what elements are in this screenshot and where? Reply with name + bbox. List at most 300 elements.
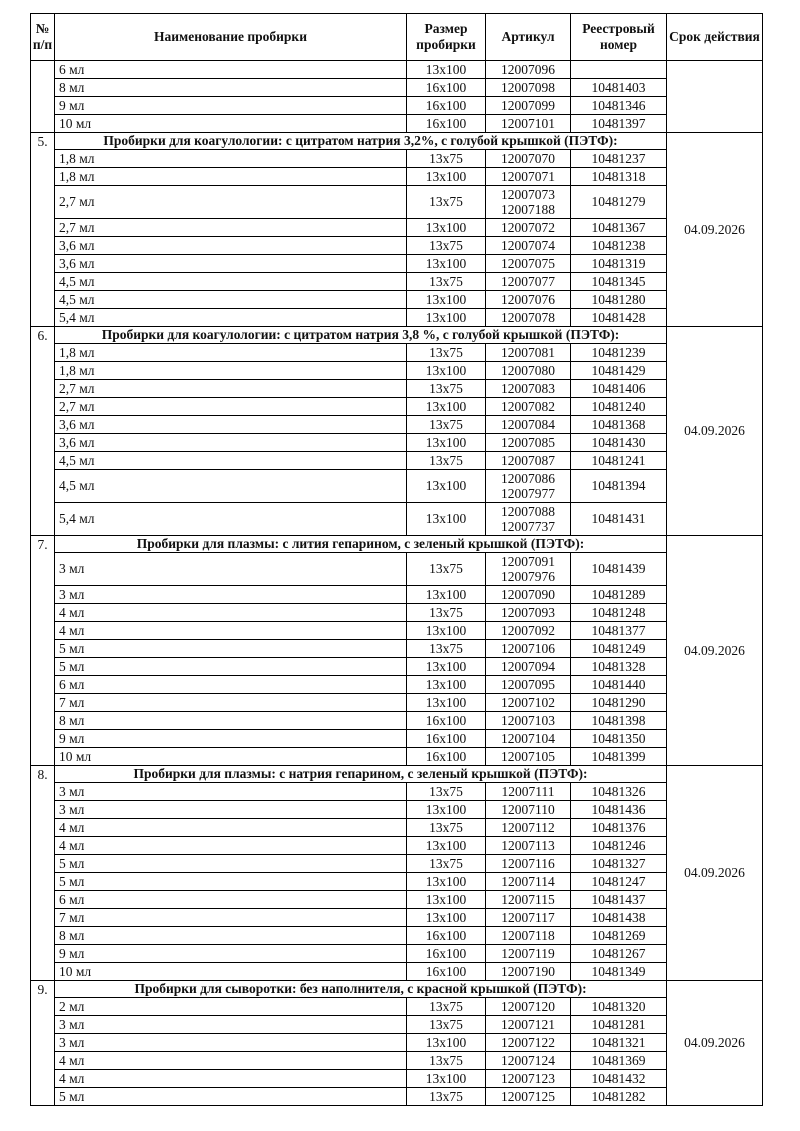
cell-article bbox=[486, 604, 571, 622]
cell-article bbox=[486, 640, 571, 658]
cell-reg: 10481399 bbox=[571, 748, 667, 766]
cell-volume: 3 мл bbox=[55, 553, 407, 586]
article-number: 12007072 bbox=[501, 219, 555, 235]
cell-volume: 9 мл bbox=[55, 97, 407, 115]
article-number: 12007088 bbox=[501, 503, 555, 519]
cell-reg: 10481350 bbox=[571, 730, 667, 748]
col-header-article: Артикул bbox=[486, 14, 571, 61]
cell-article bbox=[486, 963, 571, 981]
table-row bbox=[31, 470, 763, 503]
cell-reg: 10481237 bbox=[571, 150, 667, 168]
cell-size: 16x100 bbox=[407, 97, 486, 115]
cell-article bbox=[486, 115, 571, 133]
cell-reg: 10481327 bbox=[571, 855, 667, 873]
cell-article bbox=[486, 61, 571, 79]
table-row bbox=[31, 712, 763, 730]
article-number: 12007976 bbox=[501, 569, 555, 584]
cell-volume: 3 мл bbox=[55, 783, 407, 801]
cell-volume: 8 мл bbox=[55, 79, 407, 97]
cell-article bbox=[486, 416, 571, 434]
cell-size: 13x100 bbox=[407, 676, 486, 694]
cell-article bbox=[486, 503, 571, 536]
cell-size: 13x100 bbox=[407, 837, 486, 855]
cell-article bbox=[486, 97, 571, 115]
cell-reg: 10481249 bbox=[571, 640, 667, 658]
cell-volume: 4 мл bbox=[55, 622, 407, 640]
article-number: 12007080 bbox=[501, 362, 555, 378]
table-row bbox=[31, 730, 763, 748]
table-row bbox=[31, 380, 763, 398]
section-header-row bbox=[31, 327, 763, 344]
cell-size: 13x100 bbox=[407, 219, 486, 237]
table-row bbox=[31, 658, 763, 676]
article-number: 12007124 bbox=[501, 1052, 555, 1068]
table-row bbox=[31, 873, 763, 891]
col-header-term: Срок действия bbox=[667, 14, 763, 61]
article-number: 12007120 bbox=[501, 998, 555, 1014]
cell-reg: 10481290 bbox=[571, 694, 667, 712]
article-number: 12007113 bbox=[501, 837, 555, 853]
cell-size: 13x75 bbox=[407, 344, 486, 362]
article-number: 12007084 bbox=[501, 416, 555, 432]
cell-article bbox=[486, 819, 571, 837]
cell-volume: 5 мл bbox=[55, 658, 407, 676]
cell-size: 13x75 bbox=[407, 819, 486, 837]
cell-article bbox=[486, 309, 571, 327]
cell-reg: 10481269 bbox=[571, 927, 667, 945]
col-header-reg: Реестровый номер bbox=[571, 14, 667, 61]
article-number: 12007085 bbox=[501, 434, 555, 450]
section-header-row bbox=[31, 133, 763, 150]
cell-reg: 10481346 bbox=[571, 97, 667, 115]
article-number: 12007099 bbox=[501, 97, 555, 113]
cell-volume: 1,8 мл bbox=[55, 168, 407, 186]
section-title: Пробирки для сыворотки: без наполнителя, с красной крышкой (ПЭТФ): bbox=[55, 981, 667, 998]
cell-volume: 4 мл bbox=[55, 837, 407, 855]
table-row bbox=[31, 1070, 763, 1088]
cell-size: 13x100 bbox=[407, 873, 486, 891]
cell-volume: 1,8 мл bbox=[55, 150, 407, 168]
section-header-row bbox=[31, 981, 763, 998]
section-number: 8. bbox=[31, 766, 55, 981]
cell-reg: 10481328 bbox=[571, 658, 667, 676]
cell-reg: 10481247 bbox=[571, 873, 667, 891]
cell-volume: 4,5 мл bbox=[55, 291, 407, 309]
cell-volume: 7 мл bbox=[55, 909, 407, 927]
cell-volume: 5,4 мл bbox=[55, 309, 407, 327]
table-row bbox=[31, 1052, 763, 1070]
table-row bbox=[31, 783, 763, 801]
table-row bbox=[31, 434, 763, 452]
table-row bbox=[31, 927, 763, 945]
term-cell: 04.09.2026 bbox=[667, 327, 763, 536]
cell-volume: 3,6 мл bbox=[55, 416, 407, 434]
cell-volume: 7 мл bbox=[55, 694, 407, 712]
table-row bbox=[31, 79, 763, 97]
cell-reg: 10481318 bbox=[571, 168, 667, 186]
article-number: 12007078 bbox=[501, 309, 555, 325]
cell-reg: 10481367 bbox=[571, 219, 667, 237]
article-number: 12007114 bbox=[501, 873, 555, 889]
cell-volume: 6 мл bbox=[55, 61, 407, 79]
cell-size: 13x75 bbox=[407, 452, 486, 470]
article-number: 12007737 bbox=[501, 519, 555, 534]
cell-volume: 4 мл bbox=[55, 819, 407, 837]
cell-reg: 10481436 bbox=[571, 801, 667, 819]
cell-article bbox=[486, 1016, 571, 1034]
cell-article bbox=[486, 452, 571, 470]
article-number: 12007121 bbox=[501, 1016, 555, 1032]
section-number: 5. bbox=[31, 133, 55, 327]
cell-size: 16x100 bbox=[407, 748, 486, 766]
article-number: 12007070 bbox=[501, 150, 555, 166]
article-number: 12007102 bbox=[501, 694, 555, 710]
term-cell: 04.09.2026 bbox=[667, 766, 763, 981]
article-number: 12007104 bbox=[501, 730, 555, 746]
cell-size: 13x100 bbox=[407, 434, 486, 452]
cell-reg: 10481430 bbox=[571, 434, 667, 452]
table-row bbox=[31, 362, 763, 380]
cell-volume: 5,4 мл bbox=[55, 503, 407, 536]
cell-size: 13x100 bbox=[407, 891, 486, 909]
table-row bbox=[31, 945, 763, 963]
cell-size: 13x100 bbox=[407, 291, 486, 309]
cell-size: 13x75 bbox=[407, 416, 486, 434]
table-row bbox=[31, 398, 763, 416]
cell-article bbox=[486, 150, 571, 168]
section-header-row bbox=[31, 766, 763, 783]
article-number: 12007095 bbox=[501, 676, 555, 692]
cell-reg: 10481345 bbox=[571, 273, 667, 291]
cell-volume: 5 мл bbox=[55, 855, 407, 873]
table-row bbox=[31, 186, 763, 219]
article-number: 12007086 bbox=[501, 470, 555, 486]
article-number: 12007087 bbox=[501, 452, 555, 468]
cell-article bbox=[486, 79, 571, 97]
cell-size: 16x100 bbox=[407, 730, 486, 748]
cell-size: 13x75 bbox=[407, 150, 486, 168]
section-number bbox=[31, 61, 55, 133]
cell-article bbox=[486, 1034, 571, 1052]
tube-table bbox=[30, 13, 763, 1106]
article-number: 12007122 bbox=[501, 1034, 555, 1050]
term-cell: 04.09.2026 bbox=[667, 133, 763, 327]
article-number: 12007105 bbox=[501, 748, 555, 764]
article-number: 12007075 bbox=[501, 255, 555, 271]
cell-reg: 10481406 bbox=[571, 380, 667, 398]
table-row bbox=[31, 273, 763, 291]
table-row bbox=[31, 640, 763, 658]
cell-article bbox=[486, 380, 571, 398]
cell-reg: 10481349 bbox=[571, 963, 667, 981]
cell-volume: 8 мл bbox=[55, 712, 407, 730]
cell-volume: 2,7 мл bbox=[55, 186, 407, 219]
cell-reg: 10481394 bbox=[571, 470, 667, 503]
table-row bbox=[31, 909, 763, 927]
cell-reg: 10481281 bbox=[571, 1016, 667, 1034]
cell-article bbox=[486, 891, 571, 909]
cell-reg: 10481241 bbox=[571, 452, 667, 470]
cell-size: 13x75 bbox=[407, 380, 486, 398]
cell-reg: 10481377 bbox=[571, 622, 667, 640]
cell-volume: 3,6 мл bbox=[55, 237, 407, 255]
cell-article bbox=[486, 783, 571, 801]
cell-article bbox=[486, 291, 571, 309]
cell-article bbox=[486, 837, 571, 855]
cell-size: 13x100 bbox=[407, 1070, 486, 1088]
section-header-row bbox=[31, 536, 763, 553]
cell-volume: 3,6 мл bbox=[55, 255, 407, 273]
cell-reg: 10481432 bbox=[571, 1070, 667, 1088]
section-number: 7. bbox=[31, 536, 55, 766]
term-cell: 04.09.2026 bbox=[667, 981, 763, 1106]
cell-article bbox=[486, 255, 571, 273]
cell-article bbox=[486, 273, 571, 291]
article-number: 12007101 bbox=[501, 115, 555, 131]
cell-article bbox=[486, 434, 571, 452]
cell-article bbox=[486, 730, 571, 748]
cell-article bbox=[486, 362, 571, 380]
cell-size: 13x75 bbox=[407, 186, 486, 219]
section-number: 9. bbox=[31, 981, 55, 1106]
cell-article bbox=[486, 801, 571, 819]
cell-article bbox=[486, 945, 571, 963]
cell-article bbox=[486, 237, 571, 255]
table-row bbox=[31, 891, 763, 909]
table-row bbox=[31, 586, 763, 604]
cell-size: 13x75 bbox=[407, 1052, 486, 1070]
cell-reg: 10481428 bbox=[571, 309, 667, 327]
cell-reg: 10481369 bbox=[571, 1052, 667, 1070]
term-cell bbox=[667, 61, 763, 133]
cell-size: 13x100 bbox=[407, 255, 486, 273]
cell-reg: 10481282 bbox=[571, 1088, 667, 1106]
cell-volume: 4 мл bbox=[55, 1052, 407, 1070]
cell-size: 13x100 bbox=[407, 362, 486, 380]
col-header-size: Размер пробирки bbox=[407, 14, 486, 61]
cell-reg: 10481289 bbox=[571, 586, 667, 604]
article-number: 12007090 bbox=[501, 586, 555, 602]
cell-article bbox=[486, 998, 571, 1016]
cell-article bbox=[486, 873, 571, 891]
cell-reg: 10481267 bbox=[571, 945, 667, 963]
cell-size: 16x100 bbox=[407, 115, 486, 133]
cell-size: 13x100 bbox=[407, 658, 486, 676]
cell-reg: 10481438 bbox=[571, 909, 667, 927]
table-row bbox=[31, 452, 763, 470]
cell-reg: 10481440 bbox=[571, 676, 667, 694]
cell-size: 16x100 bbox=[407, 79, 486, 97]
cell-reg: 10481240 bbox=[571, 398, 667, 416]
cell-reg: 10481280 bbox=[571, 291, 667, 309]
cell-size: 13x100 bbox=[407, 801, 486, 819]
cell-volume: 9 мл bbox=[55, 945, 407, 963]
table-row bbox=[31, 309, 763, 327]
article-number: 12007071 bbox=[501, 168, 555, 184]
cell-article bbox=[486, 909, 571, 927]
table-row bbox=[31, 963, 763, 981]
cell-article bbox=[486, 622, 571, 640]
cell-size: 13x75 bbox=[407, 273, 486, 291]
article-number: 12007106 bbox=[501, 640, 555, 656]
article-number: 12007094 bbox=[501, 658, 555, 674]
cell-reg: 10481437 bbox=[571, 891, 667, 909]
article-number: 12007977 bbox=[501, 486, 555, 501]
cell-size: 13x100 bbox=[407, 470, 486, 503]
cell-volume: 3 мл bbox=[55, 1016, 407, 1034]
cell-reg: 10481403 bbox=[571, 79, 667, 97]
table-row bbox=[31, 1088, 763, 1106]
cell-volume: 1,8 мл bbox=[55, 344, 407, 362]
cell-size: 13x100 bbox=[407, 309, 486, 327]
cell-size: 13x75 bbox=[407, 998, 486, 1016]
cell-volume: 3 мл bbox=[55, 1034, 407, 1052]
cell-volume: 2,7 мл bbox=[55, 380, 407, 398]
cell-reg: 10481326 bbox=[571, 783, 667, 801]
cell-article bbox=[486, 927, 571, 945]
cell-size: 16x100 bbox=[407, 963, 486, 981]
table-header-row bbox=[31, 14, 763, 61]
cell-size: 13x100 bbox=[407, 622, 486, 640]
cell-reg: 10481376 bbox=[571, 819, 667, 837]
table-row bbox=[31, 1034, 763, 1052]
section-title: Пробирки для плазмы: с натрия гепарином, с зеленый крышкой (ПЭТФ): bbox=[55, 766, 667, 783]
table-row bbox=[31, 291, 763, 309]
cell-reg: 10481439 bbox=[571, 553, 667, 586]
table-row bbox=[31, 1016, 763, 1034]
table-row bbox=[31, 115, 763, 133]
cell-article bbox=[486, 748, 571, 766]
cell-reg: 10481429 bbox=[571, 362, 667, 380]
cell-volume: 8 мл bbox=[55, 927, 407, 945]
cell-volume: 6 мл bbox=[55, 676, 407, 694]
article-number: 12007116 bbox=[501, 855, 555, 871]
table-row bbox=[31, 748, 763, 766]
cell-article bbox=[486, 658, 571, 676]
cell-size: 13x100 bbox=[407, 694, 486, 712]
cell-reg: 10481239 bbox=[571, 344, 667, 362]
article-number: 12007111 bbox=[501, 783, 555, 799]
cell-size: 16x100 bbox=[407, 945, 486, 963]
term-cell: 04.09.2026 bbox=[667, 536, 763, 766]
cell-article bbox=[486, 1088, 571, 1106]
cell-article bbox=[486, 219, 571, 237]
table-row bbox=[31, 97, 763, 115]
cell-size: 13x100 bbox=[407, 503, 486, 536]
cell-article bbox=[486, 586, 571, 604]
article-number: 12007117 bbox=[501, 909, 555, 925]
cell-volume: 9 мл bbox=[55, 730, 407, 748]
cell-volume: 4,5 мл bbox=[55, 452, 407, 470]
cell-reg: 10481248 bbox=[571, 604, 667, 622]
cell-article bbox=[486, 676, 571, 694]
cell-volume: 2,7 мл bbox=[55, 398, 407, 416]
table-row bbox=[31, 344, 763, 362]
cell-article bbox=[486, 694, 571, 712]
cell-size: 13x100 bbox=[407, 168, 486, 186]
cell-reg bbox=[571, 61, 667, 79]
table-row bbox=[31, 150, 763, 168]
cell-size: 16x100 bbox=[407, 712, 486, 730]
cell-reg: 10481320 bbox=[571, 998, 667, 1016]
article-number: 12007083 bbox=[501, 380, 555, 396]
cell-volume: 1,8 мл bbox=[55, 362, 407, 380]
cell-article bbox=[486, 1052, 571, 1070]
cell-volume: 4 мл bbox=[55, 1070, 407, 1088]
table-row bbox=[31, 801, 763, 819]
cell-reg: 10481431 bbox=[571, 503, 667, 536]
article-number: 12007123 bbox=[501, 1070, 555, 1086]
table-row bbox=[31, 237, 763, 255]
article-number: 12007115 bbox=[501, 891, 555, 907]
cell-reg: 10481368 bbox=[571, 416, 667, 434]
table-row bbox=[31, 837, 763, 855]
cell-article bbox=[486, 553, 571, 586]
cell-article bbox=[486, 712, 571, 730]
article-number: 12007112 bbox=[501, 819, 555, 835]
cell-reg: 10481238 bbox=[571, 237, 667, 255]
cell-article bbox=[486, 855, 571, 873]
table-row bbox=[31, 219, 763, 237]
table-row bbox=[31, 998, 763, 1016]
table-row bbox=[31, 255, 763, 273]
article-number: 12007190 bbox=[501, 963, 555, 979]
article-number: 12007096 bbox=[501, 61, 555, 77]
cell-size: 13x75 bbox=[407, 237, 486, 255]
table-row bbox=[31, 604, 763, 622]
cell-reg: 10481319 bbox=[571, 255, 667, 273]
cell-size: 13x75 bbox=[407, 783, 486, 801]
table-row bbox=[31, 416, 763, 434]
cell-volume: 10 мл bbox=[55, 115, 407, 133]
cell-size: 13x75 bbox=[407, 1088, 486, 1106]
cell-size: 13x75 bbox=[407, 855, 486, 873]
cell-reg: 10481321 bbox=[571, 1034, 667, 1052]
cell-size: 13x100 bbox=[407, 398, 486, 416]
cell-size: 13x75 bbox=[407, 1016, 486, 1034]
article-number: 12007081 bbox=[501, 344, 555, 360]
article-number: 12007076 bbox=[501, 291, 555, 307]
cell-size: 13x75 bbox=[407, 553, 486, 586]
article-number: 12007077 bbox=[501, 273, 555, 289]
article-number: 12007103 bbox=[501, 712, 555, 728]
article-number: 12007074 bbox=[501, 237, 555, 253]
table-row bbox=[31, 168, 763, 186]
col-header-name: Наименование пробирки bbox=[55, 14, 407, 61]
cell-reg: 10481398 bbox=[571, 712, 667, 730]
cell-size: 13x75 bbox=[407, 604, 486, 622]
cell-size: 16x100 bbox=[407, 927, 486, 945]
cell-article bbox=[486, 470, 571, 503]
article-number: 12007092 bbox=[501, 622, 555, 638]
article-number: 12007125 bbox=[501, 1088, 555, 1104]
cell-size: 13x100 bbox=[407, 586, 486, 604]
article-number: 12007118 bbox=[501, 927, 555, 943]
article-number: 12007110 bbox=[501, 801, 555, 817]
section-title: Пробирки для коагулологии: с цитратом натрия 3,2%, с голубой крышкой (ПЭТФ): bbox=[55, 133, 667, 150]
cell-reg: 10481279 bbox=[571, 186, 667, 219]
cell-volume: 3 мл bbox=[55, 586, 407, 604]
cell-volume: 5 мл bbox=[55, 1088, 407, 1106]
cell-volume: 3,6 мл bbox=[55, 434, 407, 452]
article-number: 12007082 bbox=[501, 398, 555, 414]
cell-article bbox=[486, 168, 571, 186]
table-row bbox=[31, 694, 763, 712]
article-number: 12007098 bbox=[501, 79, 555, 95]
cell-volume: 4,5 мл bbox=[55, 273, 407, 291]
cell-volume: 2,7 мл bbox=[55, 219, 407, 237]
cell-size: 13x100 bbox=[407, 909, 486, 927]
